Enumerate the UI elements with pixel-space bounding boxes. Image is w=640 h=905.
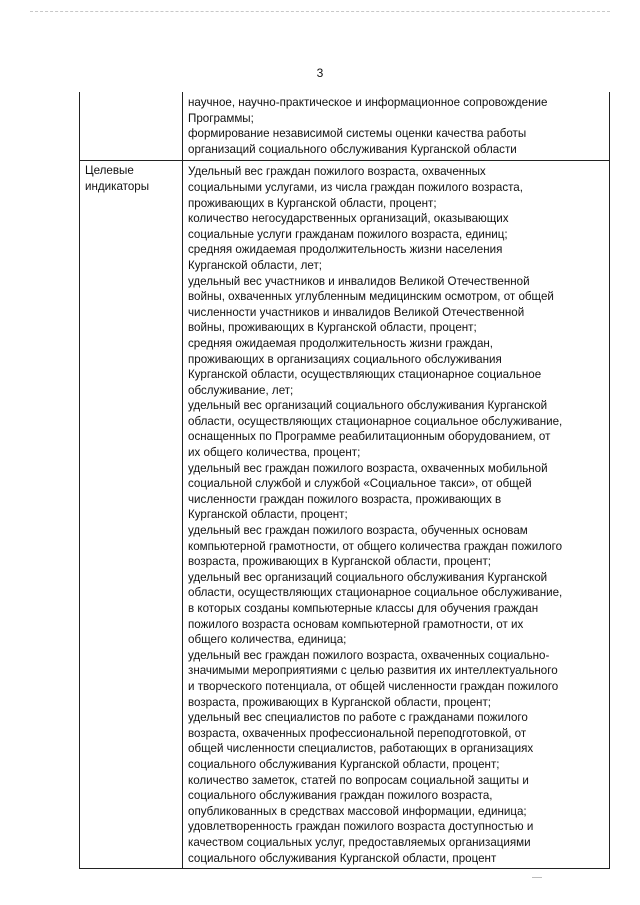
indicator-line: проживающих в организациях социального обслуживания [188, 352, 502, 366]
scan-artifact-top [30, 11, 610, 14]
row-content-cell [183, 161, 610, 869]
indicator-line: численности участников и инвалидов Великой Отечественной [188, 305, 525, 319]
indicator-line: войны, охваченных углубленным медицинским осмотром, от общей [188, 290, 554, 304]
indicator-line: социальной службой и службой «Социальное такси», от общей [188, 477, 532, 491]
row-label-cell [80, 161, 183, 869]
indicator-line: обслуживание, лет; [188, 383, 294, 397]
indicator-line: средняя ожидаемая продолжительность жизни населения [188, 243, 503, 257]
indicator-line: возраста, проживающих в Курганской области, процент; [188, 555, 491, 569]
program-passport-table [79, 92, 610, 869]
indicator-line: возраста, проживающих в Курганской области, процент; [188, 695, 491, 709]
row-content-target-indicators [183, 161, 609, 868]
indicator-line: количество негосударственных организаций, оказывающих [188, 212, 509, 226]
indicator-line: численности граждан пожилого возраста, проживающих в [188, 492, 502, 506]
indicator-line: Курганской области, лет; [188, 258, 323, 272]
indicator-line: Удельный вес граждан пожилого возраста, охваченных [188, 165, 486, 179]
indicator-line: качеством социальных услуг, предоставляемых организациями [188, 835, 531, 849]
indicator-line: социальными услугами, из числа граждан пожилого возраста, [188, 180, 523, 194]
table-row-target-indicators [80, 161, 610, 869]
indicator-line: их общего количества, процент; [188, 446, 361, 460]
text-line: Программы; [188, 111, 254, 125]
indicator-line: удельный вес организаций социального обслуживания Курганской [188, 399, 548, 413]
table-row-continuation [80, 92, 610, 161]
indicator-line: общей численности специалистов, работающих в организациях [188, 742, 534, 756]
indicator-line: Курганской области, осуществляющих стационарное социальное [188, 368, 542, 382]
indicator-line: опубликованных в средствах массовой информации, единица; [188, 804, 527, 818]
text-line: научное, научно-практическое и информационное сопровождение [188, 96, 548, 109]
label-line: Целевые [85, 164, 134, 178]
indicator-line: социального обслуживания Курганской области, процент; [188, 757, 500, 771]
indicator-line: удельный вес граждан пожилого возраста, обученных основам [188, 524, 528, 538]
indicator-line: социального обслуживания граждан пожилого возраста, [188, 789, 493, 803]
text-line: организаций социального обслуживания Курганской области [188, 142, 517, 156]
indicator-line: Курганской области, процент; [188, 508, 348, 522]
indicator-line: в которых созданы компьютерные классы для обучения граждан [188, 602, 539, 615]
row-label-cell [80, 92, 183, 161]
indicator-line: пожилого возраста основам компьютерной грамотности, от их [188, 617, 524, 631]
indicator-line: средняя ожидаемая продолжительность жизни граждан, [188, 336, 494, 350]
indicator-line: удельный вес граждан пожилого возраста, охваченных социально- [188, 648, 550, 662]
indicator-line: социальные услуги гражданам пожилого возраста, единиц; [188, 227, 508, 241]
indicator-line: области, осуществляющих стационарное социальное обслуживание, [188, 586, 563, 600]
row-content [183, 92, 609, 160]
indicator-line: проживающих в Курганской области, процент; [188, 196, 437, 210]
indicator-line: оснащенных по Программе реабилитационным оборудованием, от [188, 430, 551, 444]
indicator-line: компьютерной грамотности, от общего количества граждан пожилого [188, 539, 563, 553]
indicator-line: общего количества, единица; [188, 633, 347, 647]
row-label-target-indicators [80, 161, 182, 194]
indicator-line: удельный вес специалистов по работе с гражданами пожилого [188, 711, 528, 725]
text-line: формирование независимой системы оценки качества работы [188, 127, 527, 141]
page-number: 3 [316, 66, 324, 80]
indicator-line: войны, проживающих в Курганской области, процент; [188, 321, 477, 335]
indicator-line: удельный вес граждан пожилого возраста, охваченных мобильной [188, 461, 548, 475]
indicator-line: количество заметок, статей по вопросам социальной защиты и [188, 773, 529, 787]
indicator-line: удовлетворенность граждан пожилого возраста доступностью и [188, 820, 534, 834]
indicator-line: удельный вес участников и инвалидов Великой Отечественной [188, 274, 530, 288]
indicator-line: удельный вес организаций социального обслуживания Курганской [188, 570, 548, 584]
indicator-line: области, осуществляющих стационарное социальное обслуживание, [188, 414, 563, 428]
indicator-line: социального обслуживания Курганской области, процент [188, 851, 497, 865]
row-content-cell [183, 92, 610, 161]
label-line: индикаторы [85, 179, 150, 193]
indicator-line: значимыми мероприятиями с целью развития их интеллектуального [188, 664, 558, 678]
indicator-line: и творческого потенциала, от общей численности граждан пожилого [188, 679, 559, 693]
scan-artifact-bottom [532, 877, 542, 878]
indicator-line: возраста, охваченных профессиональной переподготовкой, от [188, 726, 527, 740]
row-label [80, 92, 182, 94]
